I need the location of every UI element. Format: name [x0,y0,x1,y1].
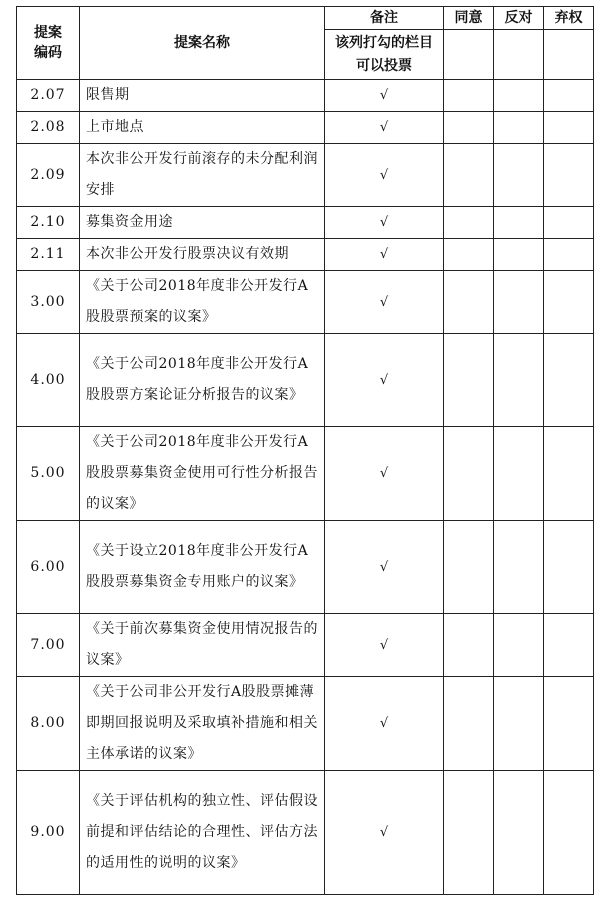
table-header [17,7,594,80]
row-code: 4.00 [17,334,80,427]
header-agree: 同意 [444,7,494,30]
table-body [17,80,594,895]
table-row [17,771,594,895]
row-name: 《关于公司2018年度非公开发行A股股票预案的议案》 [80,271,325,334]
row-code: 2.09 [17,144,80,207]
row-name: 《关于公司非公开发行A股股票摊薄即期回报说明及采取填补措施和相关主体承诺的议案》 [80,677,325,771]
header-oppose: 反对 [494,7,544,30]
vote-cell-agree[interactable] [444,677,494,771]
table-row [17,521,594,614]
row-name: 本次非公开发行前滚存的未分配利润安排 [80,144,325,207]
vote-cell-oppose[interactable] [494,112,544,144]
header-note: 备注 [325,7,444,30]
vote-cell-agree[interactable] [444,80,494,112]
row-name: 《关于公司2018年度非公开发行A股股票方案论证分析报告的议案》 [80,334,325,427]
vote-cell-oppose[interactable] [494,207,544,239]
table-row [17,239,594,271]
voting-table [16,6,594,895]
vote-cell-abstain[interactable] [544,677,594,771]
vote-cell-abstain[interactable] [544,521,594,614]
row-code: 8.00 [17,677,80,771]
row-note-checkmark: √ [325,521,444,614]
row-code: 2.07 [17,80,80,112]
row-name: 本次非公开发行股票决议有效期 [80,239,325,271]
vote-cell-oppose[interactable] [494,80,544,112]
vote-cell-abstain[interactable] [544,239,594,271]
vote-cell-agree[interactable] [444,521,494,614]
header-note-sub: 该列打勾的栏目可以投票 [325,30,444,80]
row-code: 2.10 [17,207,80,239]
header-code: 提案编码 [17,7,80,80]
table-row [17,614,594,677]
row-name: 《关于评估机构的独立性、评估假设前提和评估结论的合理性、评估方法的适用性的说明的议案》 [80,771,325,895]
row-code: 2.08 [17,112,80,144]
table-row [17,271,594,334]
vote-cell-agree[interactable] [444,771,494,895]
vote-cell-oppose[interactable] [494,771,544,895]
vote-cell-oppose[interactable] [494,427,544,521]
vote-cell-abstain[interactable] [544,427,594,521]
header-oppose-blank [494,30,544,80]
row-code: 3.00 [17,271,80,334]
header-name: 提案名称 [80,7,325,80]
vote-cell-oppose[interactable] [494,614,544,677]
vote-cell-oppose[interactable] [494,271,544,334]
row-note-checkmark: √ [325,112,444,144]
header-abstain: 弃权 [544,7,594,30]
row-note-checkmark: √ [325,614,444,677]
vote-cell-agree[interactable] [444,112,494,144]
row-name: 《关于前次募集资金使用情况报告的议案》 [80,614,325,677]
table-row [17,427,594,521]
vote-cell-agree[interactable] [444,614,494,677]
row-name: 募集资金用途 [80,207,325,239]
vote-cell-abstain[interactable] [544,334,594,427]
row-code: 7.00 [17,614,80,677]
vote-cell-abstain[interactable] [544,144,594,207]
vote-cell-abstain[interactable] [544,771,594,895]
row-name: 上市地点 [80,112,325,144]
table-row [17,334,594,427]
row-note-checkmark: √ [325,239,444,271]
table-row [17,207,594,239]
row-note-checkmark: √ [325,427,444,521]
row-name: 《关于公司2018年度非公开发行A股股票募集资金使用可行性分析报告的议案》 [80,427,325,521]
vote-cell-abstain[interactable] [544,80,594,112]
row-note-checkmark: √ [325,677,444,771]
vote-cell-abstain[interactable] [544,207,594,239]
vote-cell-abstain[interactable] [544,614,594,677]
table-row [17,112,594,144]
row-note-checkmark: √ [325,271,444,334]
vote-cell-oppose[interactable] [494,521,544,614]
vote-cell-agree[interactable] [444,207,494,239]
vote-cell-oppose[interactable] [494,677,544,771]
row-name: 限售期 [80,80,325,112]
row-note-checkmark: √ [325,771,444,895]
vote-cell-abstain[interactable] [544,112,594,144]
table-row [17,144,594,207]
row-code: 9.00 [17,771,80,895]
row-note-checkmark: √ [325,334,444,427]
vote-cell-abstain[interactable] [544,271,594,334]
table-row [17,677,594,771]
vote-cell-oppose[interactable] [494,144,544,207]
row-name: 《关于设立2018年度非公开发行A股股票募集资金专用账户的议案》 [80,521,325,614]
vote-cell-agree[interactable] [444,144,494,207]
vote-cell-agree[interactable] [444,427,494,521]
vote-cell-oppose[interactable] [494,239,544,271]
vote-cell-agree[interactable] [444,271,494,334]
row-code: 2.11 [17,239,80,271]
vote-cell-agree[interactable] [444,334,494,427]
row-note-checkmark: √ [325,207,444,239]
row-code: 6.00 [17,521,80,614]
vote-cell-oppose[interactable] [494,334,544,427]
table-row [17,80,594,112]
header-abstain-blank [544,30,594,80]
row-note-checkmark: √ [325,80,444,112]
row-code: 5.00 [17,427,80,521]
header-agree-blank [444,30,494,80]
vote-cell-agree[interactable] [444,239,494,271]
row-note-checkmark: √ [325,144,444,207]
